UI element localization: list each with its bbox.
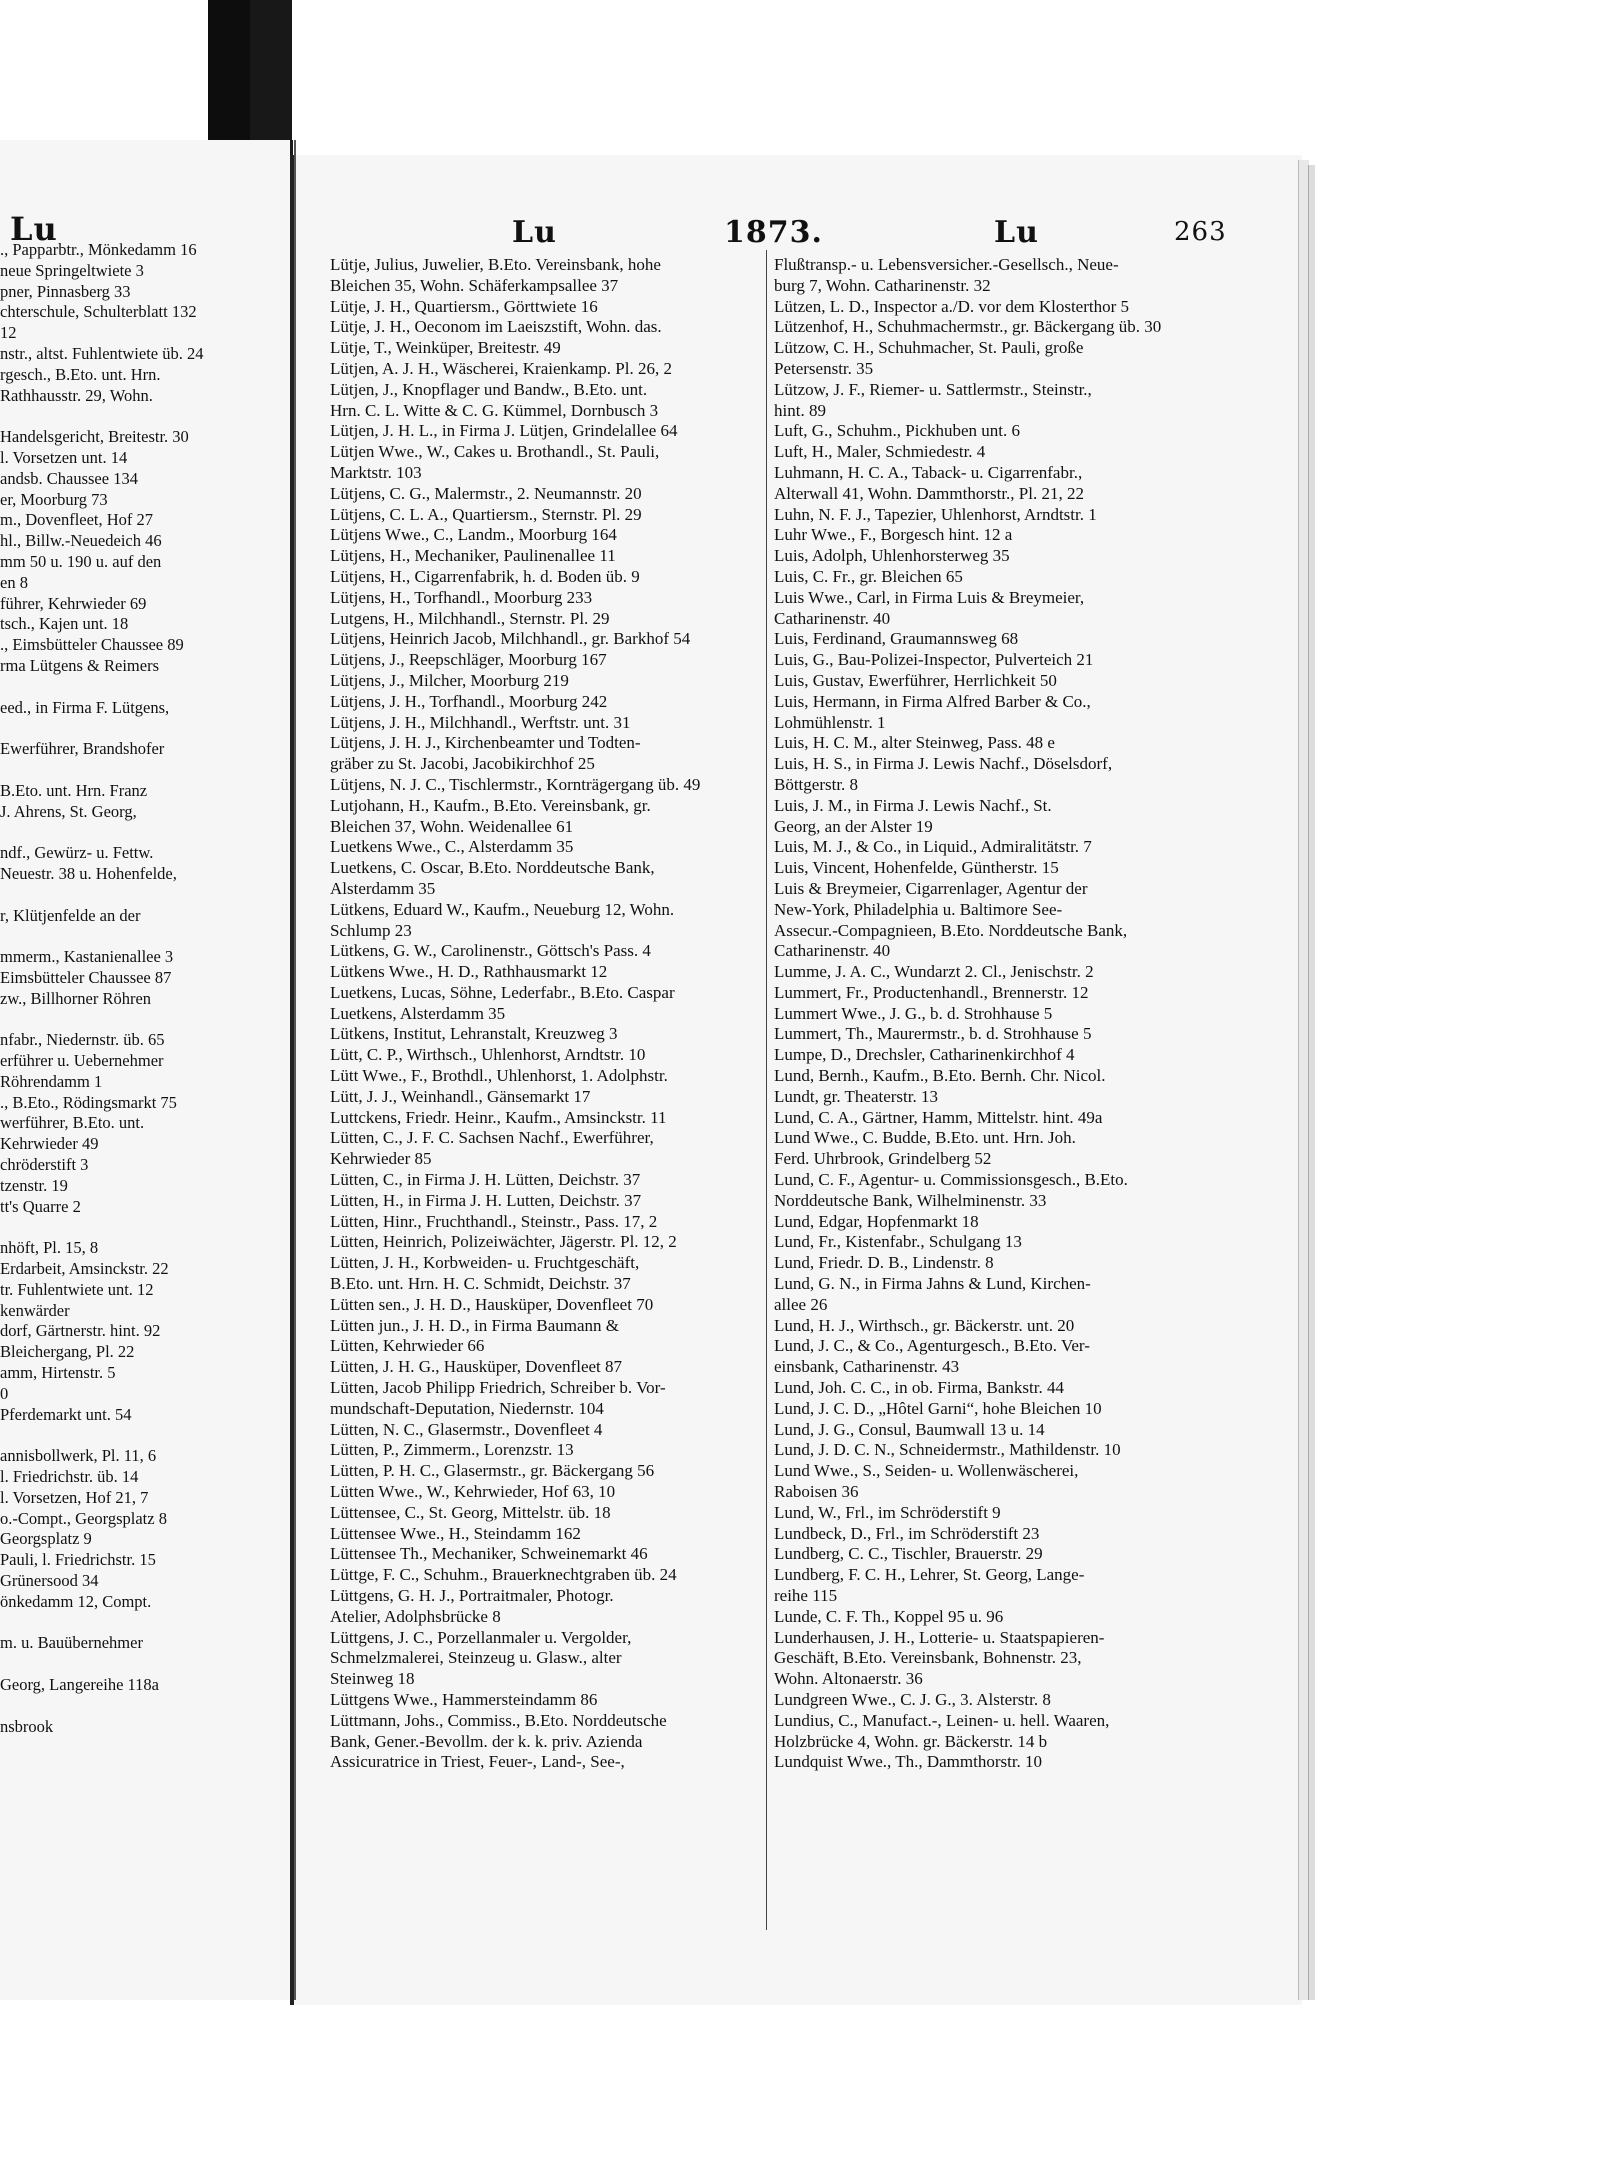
directory-entry-line: Lüttensee Th., Mechaniker, Schweinemarkt 46 <box>330 1544 648 1564</box>
directory-entry-line: Lundt, gr. Theaterstr. 13 <box>774 1086 938 1106</box>
directory-entry-line: Lütjens, H., Torfhandl., Moorburg 233 <box>330 587 593 607</box>
directory-entry-line: New-York, Philadelphia u. Baltimore See- <box>774 899 1063 919</box>
left-fragment-line: zw., Billhorner Röhren <box>0 988 152 1008</box>
left-fragment-line: mm 50 u. 190 u. auf den <box>0 551 162 571</box>
directory-entry-line: Lund, Bernh., Kaufm., B.Eto. Bernh. Chr. Nicol. <box>774 1066 1106 1086</box>
directory-entry-line: Lutgens, H., Milchhandl., Sternstr. Pl. 29 <box>330 608 610 628</box>
left-fragment-line <box>0 926 255 947</box>
left-fragment-line: ., Eimsbütteler Chaussee 89 <box>0 635 184 655</box>
directory-entry-line: burg 7, Wohn. Catharinenstr. 32 <box>774 275 991 295</box>
directory-entry-line: Lundberg, C. C., Tischler, Brauerstr. 29 <box>774 1544 1043 1564</box>
directory-entry-line: Lütje, J. H., Oeconom im Laeiszstift, Wohn. das. <box>330 317 662 337</box>
directory-entry-line: Lützen, L. D., Inspector a./D. vor dem Klosterthor 5 <box>774 296 1130 316</box>
left-fragment-line: annisbollwerk, Pl. 11, 6 <box>0 1446 157 1466</box>
left-fragment-line: amm, Hirtenstr. 5 <box>0 1363 116 1383</box>
directory-entry-line: Lütt, C. P., Wirthsch., Uhlenhorst, Arndtstr. 10 <box>330 1045 646 1065</box>
directory-entry-line: Lütten, J. H. G., Hausküper, Dovenfleet 87 <box>330 1357 623 1377</box>
left-fragment-line: nsbrook <box>0 1716 54 1736</box>
directory-entry-line: Lumpe, D., Drechsler, Catharinenkirchhof 4 <box>774 1045 1075 1065</box>
directory-entry-line: Lummert Wwe., J. G., b. d. Strohhause 5 <box>774 1003 1053 1023</box>
left-fragment-line: J. Ahrens, St. Georg, <box>0 801 137 821</box>
directory-entry-line: Luis, Gustav, Ewerführer, Herrlichkeit 50 <box>774 670 1057 690</box>
left-fragment-line <box>0 1654 255 1675</box>
directory-entry-line: Lund, J. C. D., „Hôtel Garni“, hohe Bleichen 10 <box>774 1398 1102 1418</box>
left-fragment-line: kenwärder <box>0 1300 70 1320</box>
directory-entry-line: Lüttgens, J. C., Porzellanmaler u. Vergolder, <box>330 1627 632 1647</box>
left-fragment-line: andsb. Chaussee 134 <box>0 468 138 488</box>
directory-entry-line: Flußtransp.- u. Lebensversicher.-Gesellsch., Neue- <box>774 255 1119 274</box>
directory-entry-line: Norddeutsche Bank, Wilhelminenstr. 33 <box>774 1190 1047 1210</box>
left-fragment-line: tt's Quarre 2 <box>0 1196 81 1216</box>
column-divider <box>766 250 767 1930</box>
left-fragment-line: ., Papparbtr., Mönkedamm 16 <box>0 240 197 259</box>
left-fragment-line: Georg, Langereihe 118a <box>0 1674 159 1694</box>
left-fragment-line: Rathhausstr. 29, Wohn. <box>0 385 153 405</box>
directory-entry-line: Catharinenstr. 40 <box>774 608 891 628</box>
directory-entry-line: Lundberg, F. C. H., Lehrer, St. Georg, Lange- <box>774 1565 1085 1585</box>
directory-entry-line: Luetkens Wwe., C., Alsterdamm 35 <box>330 837 574 857</box>
directory-entry-line: Luhn, N. F. J., Tapezier, Uhlenhorst, Arndtstr. 1 <box>774 504 1097 524</box>
directory-entry-line: B.Eto. unt. Hrn. H. C. Schmidt, Deichstr. 37 <box>330 1274 631 1294</box>
directory-entry-line: Lütten, Heinrich, Polizeiwächter, Jägerstr. Pl. 12, 2 <box>330 1232 677 1252</box>
directory-entry-line: Lund, Friedr. D. B., Lindenstr. 8 <box>774 1253 994 1273</box>
left-fragment-line <box>0 822 255 843</box>
left-fragment-line: Röhrendamm 1 <box>0 1071 103 1091</box>
directory-entry-line: Bank, Gener.-Bevollm. der k. k. priv. Azienda <box>330 1731 643 1751</box>
left-fragment-line: werführer, B.Eto. unt. <box>0 1113 145 1133</box>
left-fragment-line: eed., in Firma F. Lütgens, <box>0 697 170 717</box>
directory-entry-line: Lütjens, J. H., Milchhandl., Werftstr. unt. 31 <box>330 712 631 732</box>
directory-entry-line: Lütkens, Institut, Lehranstalt, Kreuzweg 3 <box>330 1024 618 1044</box>
directory-entry-line: Lunderhausen, J. H., Lotterie- u. Staatspapieren- <box>774 1627 1105 1647</box>
directory-entry-line: Lütkens Wwe., H. D., Rathhausmarkt 12 <box>330 962 608 982</box>
directory-entry-line: Luhmann, H. C. A., Taback- u. Cigarrenfabr., <box>774 462 1083 482</box>
left-fragment-line: Pferdemarkt unt. 54 <box>0 1404 132 1424</box>
directory-entry-line: Lütten, P., Zimmerm., Lorenzstr. 13 <box>330 1440 574 1460</box>
directory-entry-line: Lütjens, N. J. C., Tischlermstr., Kornträgergang üb. 49 <box>330 774 701 794</box>
directory-entry-line: Lütjens, J. H. J., Kirchenbeamter und Todten- <box>330 733 641 753</box>
directory-entry-line: Luis, H. S., in Firma J. Lewis Nachf., Döselsdorf, <box>774 754 1113 774</box>
directory-entry-line: Lund, W., Frl., im Schröderstift 9 <box>774 1502 1001 1522</box>
directory-entry-line: Geschäft, B.Eto. Vereinsbank, Bohnenstr. 23, <box>774 1648 1082 1668</box>
directory-entry-line: Lütjens, J., Reepschläger, Moorburg 167 <box>330 650 607 670</box>
directory-entry-line: Lund, Edgar, Hopfenmarkt 18 <box>774 1211 979 1231</box>
directory-entry-line: Lummert, Fr., Productenhandl., Brennerstr. 12 <box>774 982 1089 1002</box>
directory-entry-line: Schmelzmalerei, Steinzeug u. Glasw., alter <box>330 1648 622 1668</box>
directory-entry-line: Lütkens, Eduard W., Kaufm., Neueburg 12, Wohn. <box>330 899 675 919</box>
left-fragment-line: nfabr., Niedernstr. üb. 65 <box>0 1030 165 1050</box>
directory-entry-line: mundschaft-Deputation, Niedernstr. 104 <box>330 1398 604 1418</box>
directory-entry-line: Lutjohann, H., Kaufm., B.Eto. Vereinsbank, gr. <box>330 795 651 815</box>
directory-entry-line: Lüttensee Wwe., H., Steindamm 162 <box>330 1523 581 1543</box>
directory-entry-line: Lütten, Kehrwieder 66 <box>330 1336 485 1356</box>
left-fragment-line: mmerm., Kastanienallee 3 <box>0 947 174 967</box>
directory-entry-line: Lundius, C., Manufact.-, Leinen- u. hell. Waaren, <box>774 1710 1110 1730</box>
directory-entry-line: Lummert, Th., Maurermstr., b. d. Strohhause 5 <box>774 1024 1092 1044</box>
left-fragment-line: dorf, Gärtnerstr. hint. 92 <box>0 1321 161 1341</box>
directory-entry-line: Lundgreen Wwe., C. J. G., 3. Alsterstr. 8 <box>774 1689 1051 1709</box>
left-fragment-line: ndf., Gewürz- u. Fettw. <box>0 843 154 863</box>
left-fragment-line: rgesch., B.Eto. unt. Hrn. <box>0 364 161 384</box>
directory-entry-line: Lütten, C., in Firma J. H. Lütten, Deichstr. 37 <box>330 1170 641 1190</box>
left-fragment-line: m., Dovenfleet, Hof 27 <box>0 510 154 530</box>
page-edge-back <box>1308 165 1315 2000</box>
directory-entry-line: Luis, Vincent, Hohenfelde, Güntherstr. 15 <box>774 858 1059 878</box>
left-fragment-line: Erdarbeit, Amsinckstr. 22 <box>0 1259 169 1279</box>
directory-entry-line: Lund, Joh. C. C., in ob. Firma, Bankstr. 44 <box>774 1378 1064 1398</box>
left-fragment-line <box>0 718 255 739</box>
left-fragment-line <box>0 1425 255 1446</box>
directory-entry-line: Luis, J. M., in Firma J. Lewis Nachf., St. <box>774 795 1052 815</box>
directory-entry-line: Lüttgens, G. H. J., Portraitmaler, Photogr. <box>330 1586 614 1605</box>
directory-entry-line: einsbank, Catharinenstr. 43 <box>774 1357 960 1377</box>
directory-entry-line: Lund, Fr., Kistenfabr., Schulgang 13 <box>774 1232 1022 1252</box>
directory-entry-line: Lüttensee, C., St. Georg, Mittelstr. üb. 18 <box>330 1502 611 1522</box>
directory-entry-line: Lundbeck, D., Frl., im Schröderstift 23 <box>774 1523 1040 1543</box>
directory-entry-line: Lütten, P. H. C., Glasermstr., gr. Bäckergang 56 <box>330 1461 655 1481</box>
directory-entry-line: Lund Wwe., S., Seiden- u. Wollenwäscherei, <box>774 1461 1079 1481</box>
directory-entry-line: Luft, H., Maler, Schmiedestr. 4 <box>774 442 986 462</box>
left-fragment-line: nhöft, Pl. 15, 8 <box>0 1238 99 1258</box>
directory-entry-line: Lütten sen., J. H. D., Hausküper, Dovenfleet 70 <box>330 1294 654 1314</box>
directory-entry-line: Lütje, Julius, Juwelier, B.Eto. Vereinsbank, hohe <box>330 255 661 274</box>
left-fragment-line: B.Eto. unt. Hrn. Franz <box>0 780 148 800</box>
left-fragment-line: chröderstift 3 <box>0 1155 89 1175</box>
left-fragment-line <box>0 406 255 427</box>
left-fragment-line: 12 <box>0 323 17 343</box>
directory-entry-line: Lütjens, J., Milcher, Moorburg 219 <box>330 670 569 690</box>
directory-entry-line: Ferd. Uhrbrook, Grindelberg 52 <box>774 1149 992 1169</box>
left-page-fragment-column <box>0 240 255 1737</box>
directory-entry-line: Lütt, J. J., Weinhandl., Gänsemarkt 17 <box>330 1086 591 1106</box>
left-fragment-line: chterschule, Schulterblatt 132 <box>0 302 197 322</box>
left-fragment-line: tsch., Kajen unt. 18 <box>0 614 129 634</box>
directory-entry-line: Lund, C. A., Gärtner, Hamm, Mittelstr. hint. 49a <box>774 1107 1103 1127</box>
left-fragment-line: en 8 <box>0 572 28 592</box>
left-fragment-line: r, Klütjenfelde an der <box>0 905 141 925</box>
left-fragment-line <box>0 677 255 698</box>
left-fragment-line: önkedamm 12, Compt. <box>0 1591 152 1611</box>
directory-entry-line: Lütje, J. H., Quartiersm., Görttwiete 16 <box>330 296 598 316</box>
left-fragment-line: ., B.Eto., Rödingsmarkt 75 <box>0 1092 177 1112</box>
directory-entry-line: Lund, J. G., Consul, Baumwall 13 u. 14 <box>774 1419 1045 1439</box>
directory-entry-line: Luetkens, Lucas, Söhne, Lederfabr., B.Eto. Caspar <box>330 982 675 1002</box>
directory-entry-line: Lütjens, C. G., Malermstr., 2. Neumannstr. 20 <box>330 483 642 503</box>
directory-entry-line: Lütkens, G. W., Carolinenstr., Göttsch's Pass. 4 <box>330 941 651 961</box>
directory-entry-line: Hrn. C. L. Witte & C. G. Kümmel, Dornbusch 3 <box>330 400 659 420</box>
left-fragment-line <box>0 1009 255 1030</box>
directory-entry-line: Lütten, N. C., Glasermstr., Dovenfleet 4 <box>330 1419 603 1439</box>
directory-entry-line: Lund, G. N., in Firma Jahns & Lund, Kirchen- <box>774 1274 1091 1294</box>
left-fragment-line: hl., Billw.-Neuedeich 46 <box>0 531 162 551</box>
directory-entry-line: Lütjens, J. H., Torfhandl., Moorburg 242 <box>330 691 608 711</box>
directory-entry-line: Georg, an der Alster 19 <box>774 816 933 836</box>
directory-entry-line: Luis, G., Bau-Polizei-Inspector, Pulverteich 21 <box>774 650 1094 670</box>
directory-entry-line: Holzbrücke 4, Wohn. gr. Bäckerstr. 14 b <box>774 1731 1048 1751</box>
left-fragment-line: Ewerführer, Brandshofer <box>0 739 165 759</box>
directory-entry-line: Lütten, Hinr., Fruchthandl., Steinstr., Pass. 17, 2 <box>330 1211 658 1231</box>
directory-entry-line: Lütjen, J. H. L., in Firma J. Lütjen, Grindelallee 64 <box>330 421 678 441</box>
directory-entry-line: Petersenstr. 35 <box>774 358 874 378</box>
page-gutter-line <box>294 140 296 2000</box>
directory-entry-line: Lütten jun., J. H. D., in Firma Baumann & <box>330 1315 619 1335</box>
directory-entry-line: Lützenhof, H., Schuhmachermstr., gr. Bäckergang üb. 30 <box>774 317 1162 337</box>
directory-entry-line: Luetkens, C. Oscar, B.Eto. Norddeutsche Bank, <box>330 858 655 878</box>
directory-entry-line: gräber zu St. Jacobi, Jacobikirchhof 25 <box>330 754 595 774</box>
page-number: 263 <box>1174 217 1227 247</box>
left-fragment-line: führer, Kehrwieder 69 <box>0 593 147 613</box>
directory-entry-line: Luis, Hermann, in Firma Alfred Barber & Co., <box>774 691 1091 711</box>
directory-entry-line: Lütten, H., in Firma J. H. Lutten, Deichstr. 37 <box>330 1190 642 1210</box>
directory-entry-line: Lüttmann, Johs., Commiss., B.Eto. Norddeutsche <box>330 1710 667 1730</box>
left-fragment-line: Kehrwieder 49 <box>0 1134 99 1154</box>
directory-entry-line: Lund, H. J., Wirthsch., gr. Bäckerstr. unt. 20 <box>774 1315 1075 1335</box>
directory-entry-line: Lumme, J. A. C., Wundarzt 2. Cl., Jenischstr. 2 <box>774 962 1094 982</box>
directory-entry-line: Lund Wwe., C. Budde, B.Eto. unt. Hrn. Joh. <box>774 1128 1076 1148</box>
left-fragment-line: neue Springeltwiete 3 <box>0 260 144 280</box>
directory-entry-line: Luhr Wwe., F., Borgesch hint. 12 a <box>774 525 1013 545</box>
directory-entry-line: Lüttgens Wwe., Hammersteindamm 86 <box>330 1689 598 1709</box>
directory-entry-line: Lütjen, J., Knopflager und Bandw., B.Eto. unt. <box>330 379 648 399</box>
directory-entry-line: Lütten, Jacob Philipp Friedrich, Schreiber b. Vor- <box>330 1378 666 1398</box>
left-fragment-line: Bleichergang, Pl. 22 <box>0 1342 135 1362</box>
directory-entry-line: Lütten Wwe., W., Kehrwieder, Hof 63, 10 <box>330 1482 616 1502</box>
right-page <box>290 155 1302 2005</box>
directory-entry-line: Lund, J. C., & Co., Agenturgesch., B.Eto. Ver- <box>774 1336 1090 1356</box>
left-fragment-line: nstr., altst. Fuhlentwiete üb. 24 <box>0 343 204 363</box>
directory-entry-line: Bleichen 37, Wohn. Weidenallee 61 <box>330 816 574 836</box>
left-fragment-line: l. Vorsetzen unt. 14 <box>0 447 128 467</box>
left-fragment-line <box>0 1696 255 1717</box>
directory-entry-line: Lohmühlenstr. 1 <box>774 712 886 732</box>
directory-entry-line: Atelier, Adolphsbrücke 8 <box>330 1606 501 1626</box>
directory-entry-line: reihe 115 <box>774 1586 838 1605</box>
directory-entry-line: Lütten, J. H., Korbweiden- u. Fruchtgeschäft, <box>330 1253 640 1273</box>
left-fragment-line <box>0 1217 255 1238</box>
directory-column-2 <box>774 255 1274 1773</box>
left-fragment-line: l. Friedrichstr. üb. 14 <box>0 1467 139 1487</box>
directory-entry-line: Bleichen 35, Wohn. Schäferkampsallee 37 <box>330 275 619 295</box>
directory-entry-line: Lüttge, F. C., Schuhm., Brauerknechtgraben üb. 24 <box>330 1565 677 1585</box>
directory-entry-line: Assicuratrice in Triest, Feuer-, Land-, See-, <box>330 1752 625 1772</box>
directory-entry-line: allee 26 <box>774 1294 828 1314</box>
left-fragment-line: Neuestr. 38 u. Hohenfelde, <box>0 863 177 883</box>
directory-column-1 <box>330 255 760 1773</box>
left-fragment-line: Pauli, l. Friedrichstr. 15 <box>0 1550 156 1570</box>
directory-entry-line: Schlump 23 <box>330 920 412 940</box>
left-fragment-line: Handelsgericht, Breitestr. 30 <box>0 427 189 447</box>
directory-entry-line: Lütten, C., J. F. C. Sachsen Nachf., Ewerführer, <box>330 1128 654 1148</box>
directory-entry-line: Lütje, T., Weinküper, Breitestr. 49 <box>330 338 561 358</box>
directory-entry-line: Steinweg 18 <box>330 1669 415 1689</box>
left-fragment-line: 0 <box>0 1383 9 1403</box>
left-fragment-line: er, Moorburg 73 <box>0 489 108 509</box>
directory-entry-line: Lütjens, Heinrich Jacob, Milchhandl., gr. Barkhof 54 <box>330 629 691 649</box>
directory-entry-line: Lund, C. F., Agentur- u. Commissionsgesch., B.Eto. <box>774 1170 1128 1190</box>
directory-entry-line: Lütjen Wwe., W., Cakes u. Brothandl., St. Pauli, <box>330 442 660 462</box>
right-header-year: 1873. <box>724 215 823 250</box>
directory-entry-line: Lütjens Wwe., C., Landm., Moorburg 164 <box>330 525 617 545</box>
directory-entry-line: Luft, G., Schuhm., Pickhuben unt. 6 <box>774 421 1021 441</box>
directory-entry-line: Luetkens, Alsterdamm 35 <box>330 1003 506 1023</box>
left-fragment-line: Eimsbütteler Chaussee 87 <box>0 967 172 987</box>
directory-entry-line: Luttckens, Friedr. Heinr., Kaufm., Amsinckstr. 11 <box>330 1107 667 1127</box>
directory-entry-line: hint. 89 <box>774 400 826 420</box>
directory-entry-line: Lützow, J. F., Riemer- u. Sattlermstr., Steinstr., <box>774 379 1092 399</box>
left-page <box>0 140 293 2000</box>
directory-entry-line: Lützow, C. H., Schuhmacher, St. Pauli, große <box>774 338 1084 358</box>
directory-entry-line: Luis, H. C. M., alter Steinweg, Pass. 48 e <box>774 733 1055 753</box>
directory-entry-line: Raboisen 36 <box>774 1482 859 1502</box>
directory-entry-line: Kehrwieder 85 <box>330 1149 432 1169</box>
directory-entry-line: Böttgerstr. 8 <box>774 774 859 794</box>
directory-entry-line: Lundquist Wwe., Th., Dammthorstr. 10 <box>774 1752 1043 1772</box>
directory-entry-line: Lütt Wwe., F., Brothdl., Uhlenhorst, 1. Adolphstr. <box>330 1066 668 1086</box>
directory-entry-line: Lütjens, H., Mechaniker, Paulinenallee 11 <box>330 546 616 566</box>
directory-entry-line: Luis, C. Fr., gr. Bleichen 65 <box>774 566 963 586</box>
left-fragment-line: l. Vorsetzen, Hof 21, 7 <box>0 1487 149 1507</box>
left-fragment-line: erführer u. Uebernehmer <box>0 1051 164 1071</box>
right-header-letters-right: Lu <box>994 215 1039 250</box>
directory-entry-line: Luis, Ferdinand, Graumannsweg 68 <box>774 629 1019 649</box>
directory-entry-line: Luis, Adolph, Uhlenhorsterweg 35 <box>774 546 1010 566</box>
directory-entry-line: Lunde, C. F. Th., Koppel 95 u. 96 <box>774 1606 1004 1626</box>
right-header-letters-left: Lu <box>512 215 557 250</box>
directory-entry-line: Alsterdamm 35 <box>330 878 436 898</box>
left-fragment-line: pner, Pinnasberg 33 <box>0 281 131 301</box>
directory-entry-line: Marktstr. 103 <box>330 462 422 482</box>
directory-entry-line: Wohn. Altonaerstr. 36 <box>774 1669 923 1689</box>
directory-entry-line: Luis, M. J., & Co., in Liquid., Admiralitätstr. 7 <box>774 837 1092 857</box>
directory-entry-line: Lund, J. D. C. N., Schneidermstr., Mathildenstr. 10 <box>774 1440 1121 1460</box>
directory-entry-line: Catharinenstr. 40 <box>774 941 891 961</box>
left-fragment-line: Georgsplatz 9 <box>0 1529 92 1549</box>
left-fragment-line <box>0 760 255 781</box>
left-fragment-line: Grünersood 34 <box>0 1571 99 1590</box>
directory-entry-line: Lütjens, H., Cigarrenfabrik, h. d. Boden üb. 9 <box>330 566 640 586</box>
left-fragment-line: tzenstr. 19 <box>0 1175 68 1195</box>
directory-entry-line: Luis Wwe., Carl, in Firma Luis & Breymeier, <box>774 587 1085 607</box>
directory-entry-line: Lütjen, A. J. H., Wäscherei, Kraienkamp. Pl. 26, 2 <box>330 358 672 378</box>
directory-entry-line: Alterwall 41, Wohn. Dammthorstr., Pl. 21, 22 <box>774 483 1084 503</box>
left-fragment-line <box>0 885 255 906</box>
left-fragment-line <box>0 1613 255 1634</box>
directory-entry-line: Lütjens, C. L. A., Quartiersm., Sternstr. Pl. 29 <box>330 504 642 524</box>
left-fragment-line: rma Lütgens & Reimers <box>0 655 160 675</box>
left-page-header: Lu <box>10 210 58 248</box>
left-fragment-line: o.-Compt., Georgsplatz 8 <box>0 1508 167 1528</box>
directory-entry-line: Assecur.-Compagnieen, B.Eto. Norddeutsche Bank, <box>774 920 1128 940</box>
directory-entry-line: Luis & Breymeier, Cigarrenlager, Agentur der <box>774 878 1088 898</box>
left-fragment-line: tr. Fuhlentwiete unt. 12 <box>0 1279 154 1299</box>
left-fragment-line: m. u. Bauübernehmer <box>0 1633 143 1653</box>
